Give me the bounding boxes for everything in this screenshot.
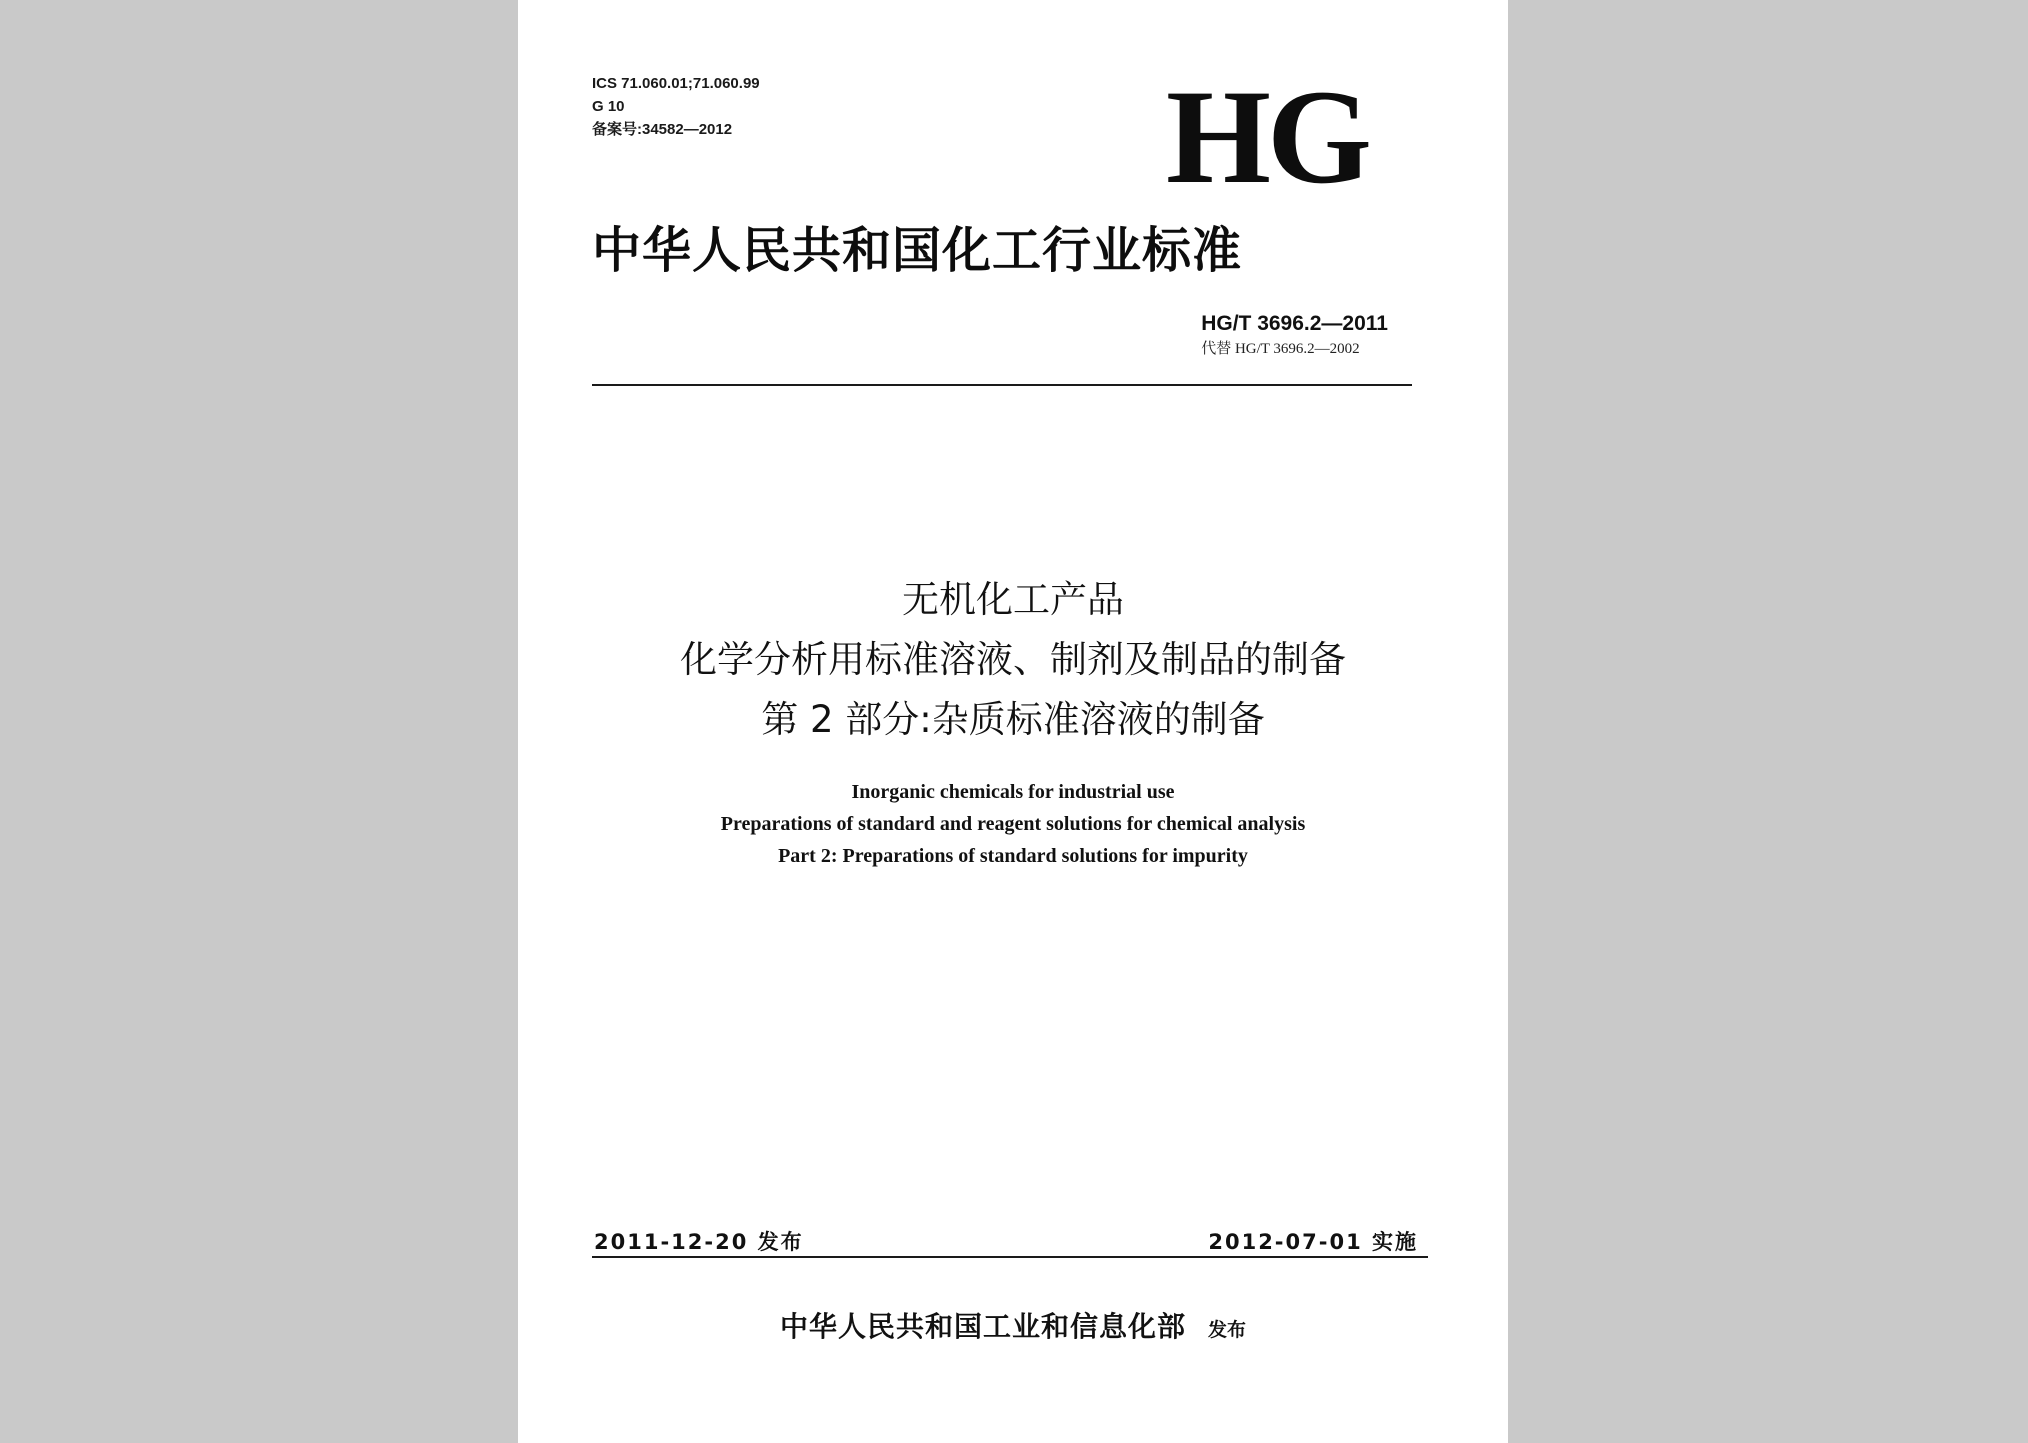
english-title-block [518, 776, 1508, 872]
title-en-line1: Inorganic chemicals for industrial use [851, 781, 1175, 803]
header-divider [592, 384, 1412, 386]
title-cn-line3: 第 2 部分:杂质标准溶液的制备 [761, 698, 1265, 741]
title-en-line3: Part 2: Preparations of standard solutions for impurity [778, 845, 1248, 867]
issue-date: 2011-12-20 发布 [594, 1230, 804, 1254]
standard-code-block [1201, 310, 1388, 360]
standard-title: 中华人民共和国化工行业标准 [592, 222, 1243, 279]
ccs-code: G 10 [592, 98, 625, 115]
classification-block [592, 72, 760, 141]
standard-code: HG/T 3696.2—2011 [1201, 312, 1388, 335]
record-number: 备案号:34582—2012 [592, 121, 733, 138]
title-cn-line1: 无机化工产品 [902, 578, 1124, 621]
hg-logo: HG [1165, 63, 1368, 212]
publisher-org: 中华人民共和国工业和信息化部 [779, 1310, 1186, 1343]
publisher-action: 发布 [1208, 1319, 1247, 1341]
chinese-title-block [518, 570, 1508, 750]
footer-divider [592, 1256, 1428, 1258]
title-cn-line2: 化学分析用标准溶液、制剂及制品的制备 [680, 638, 1346, 681]
replaces-code: 代替 HG/T 3696.2—2002 [1201, 341, 1360, 357]
document-page [518, 0, 1508, 1443]
implementation-date: 2012-07-01 实施 [1208, 1230, 1418, 1254]
publisher-line [518, 1305, 1508, 1345]
title-en-line2: Preparations of standard and reagent solutions for chemical analysis [720, 813, 1306, 835]
ics-code: ICS 71.060.01;71.060.99 [592, 75, 760, 92]
